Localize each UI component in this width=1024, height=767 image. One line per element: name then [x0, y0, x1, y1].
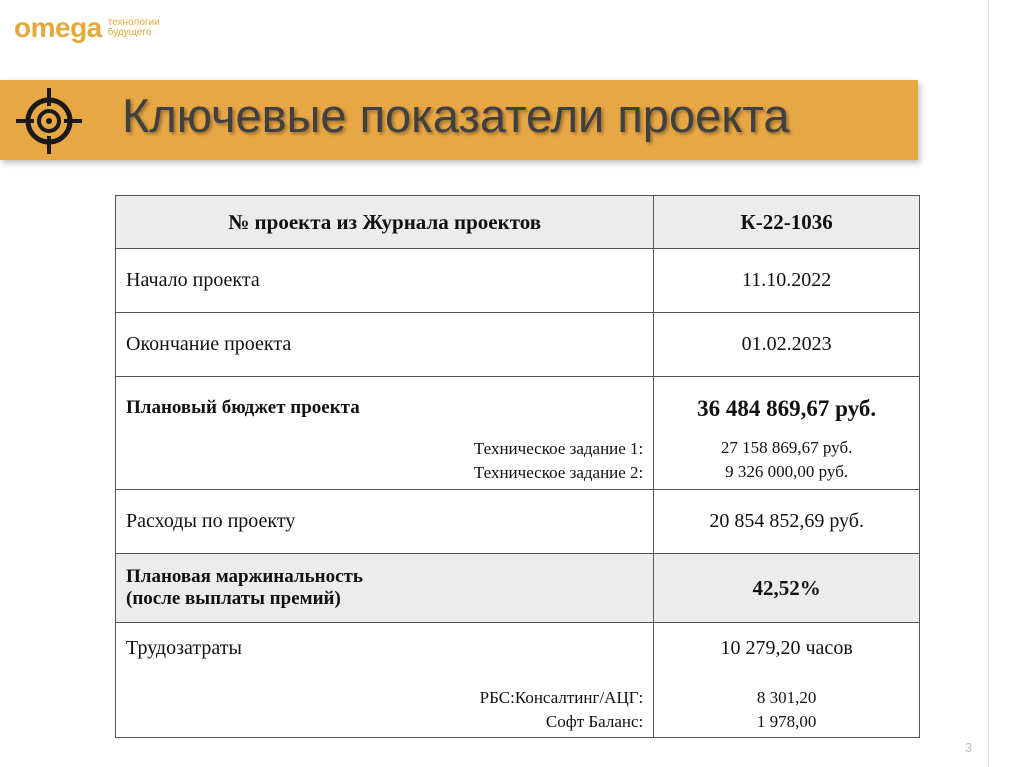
- labor-value: 10 279,20 часов: [720, 636, 853, 659]
- table-row: [116, 377, 920, 490]
- budget-item-value: 27 158 869,67 руб.: [720, 438, 853, 457]
- project-number-label: № проекта из Журнала проектов: [116, 196, 654, 249]
- expenses-label: Расходы по проекту: [116, 490, 654, 554]
- budget-item-label: Техническое задание 1:: [473, 439, 644, 458]
- labor-cell: [116, 623, 654, 738]
- margin-label-line2: (после выплаты премий): [126, 588, 341, 609]
- logo-tagline-line1: технологии: [107, 17, 160, 28]
- labor-item-label: РБС:Консалтинг/АЦГ:: [479, 687, 644, 707]
- start-value: 11.10.2022: [654, 249, 920, 313]
- logo-wordmark: omega: [14, 12, 102, 43]
- budget-breakdown-values: [664, 436, 909, 484]
- table-row: [116, 490, 920, 554]
- budget-item-label: Техническое задание 2:: [473, 463, 644, 482]
- labor-item-value: 8 301,20: [756, 687, 817, 707]
- table-row: [116, 623, 920, 738]
- start-label: Начало проекта: [116, 249, 654, 313]
- margin-label-cell: [116, 554, 654, 623]
- end-label: Окончание проекта: [116, 313, 654, 377]
- logo-tagline: [108, 18, 160, 38]
- table-row: [116, 313, 920, 377]
- margin-label-line1: Плановая маржинальность: [126, 566, 363, 587]
- budget-value-cell: [654, 377, 920, 490]
- expenses-value: 20 854 852,69 руб.: [654, 490, 920, 554]
- project-kpi-table: [115, 195, 920, 738]
- company-logo: [14, 14, 160, 42]
- project-number-value: К-22-1036: [654, 196, 920, 249]
- slide-title: Ключевые показатели проекта: [122, 89, 790, 142]
- labor-item-value: 1 978,00: [756, 711, 817, 731]
- logo-tagline-line2: будущего: [107, 27, 152, 38]
- labor-breakdown-values: [664, 686, 909, 734]
- labor-breakdown-labels: [126, 686, 643, 734]
- budget-label: Плановый бюджет проекта: [126, 397, 360, 418]
- table-row: [116, 554, 920, 623]
- margin-value: 42,52%: [654, 554, 920, 623]
- table-header-row: [116, 196, 920, 249]
- budget-breakdown-labels: [126, 437, 643, 485]
- labor-label: Трудозатраты: [126, 636, 242, 659]
- end-value: 01.02.2023: [654, 313, 920, 377]
- budget-value: 36 484 869,67 руб.: [697, 396, 877, 421]
- page-number: 3: [965, 740, 973, 755]
- budget-item-value: 9 326 000,00 руб.: [725, 462, 849, 481]
- labor-value-cell: [654, 623, 920, 738]
- budget-cell: [116, 377, 654, 490]
- target-icon: [14, 86, 84, 156]
- labor-item-label: Софт Баланс:: [545, 711, 644, 731]
- table-row: [116, 249, 920, 313]
- right-divider-line: [988, 0, 989, 767]
